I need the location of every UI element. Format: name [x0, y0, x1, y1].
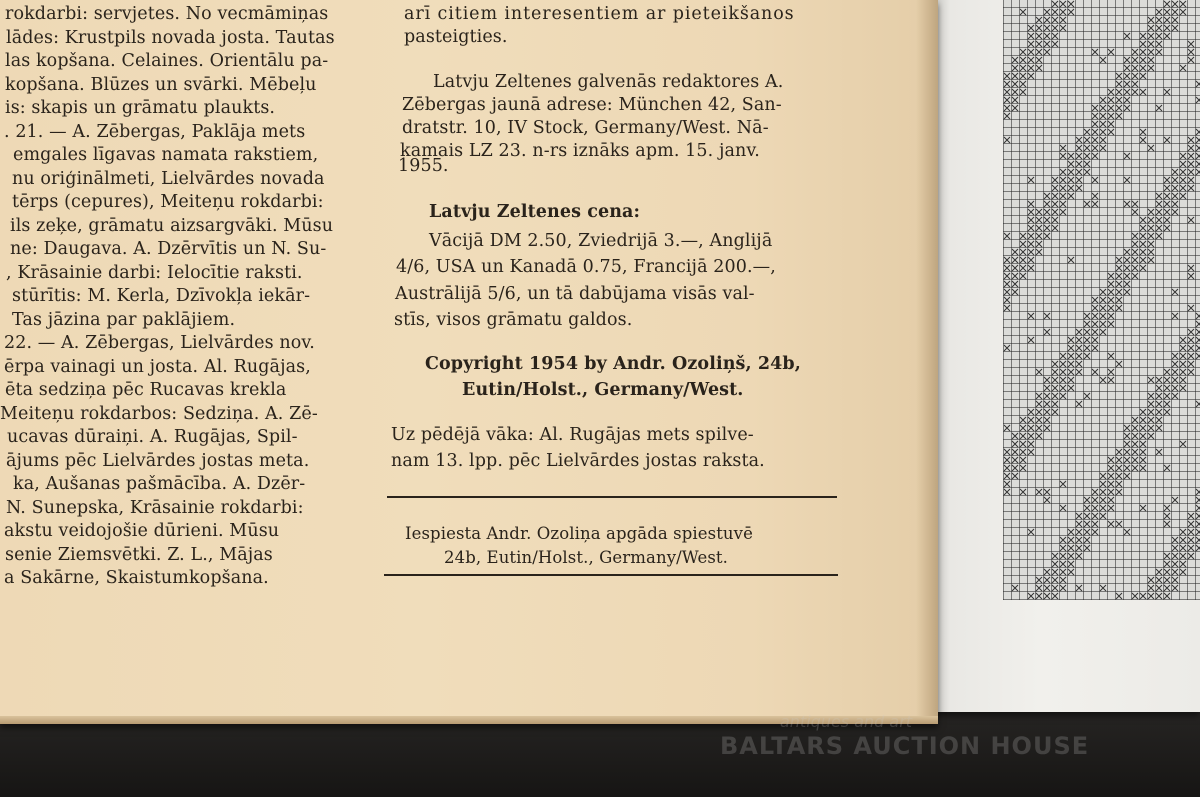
page-gutter-shadow	[916, 0, 938, 724]
left-column-line: ucavas dūraiņi. A. Rugājas, Spil-	[7, 427, 298, 447]
address-line: 1955.	[398, 156, 449, 176]
left-column-line: , Krāsainie darbi: Ielocītie raksti.	[6, 262, 303, 283]
intro-line: pasteigties.	[404, 27, 508, 47]
left-column-line: 22. — A. Zēbergas, Lielvārdes nov.	[4, 333, 315, 353]
printer-line: 24b, Eutin/Holst., Germany/West.	[444, 548, 728, 567]
cross-stitch-pattern	[1003, 0, 1200, 600]
auction-watermark	[720, 712, 1140, 772]
cover-note-line: nam 13. lpp. pēc Lielvārdes jostas raksta.	[391, 451, 765, 471]
cover-note-line: Uz pēdējā vāka: Al. Rugājas mets spilve-	[391, 425, 754, 445]
left-column-line: kopšana. Blūzes un svārki. Mēbeļu	[5, 74, 317, 95]
printer-line: Iespiesta Andr. Ozoliņa apgāda spiestuvē	[405, 524, 753, 543]
address-line: kamais LZ 23. n-rs iznāks apm. 15. janv.	[400, 141, 760, 161]
left-column-line: N. Sunepska, Krāsainie rokdarbi:	[6, 497, 304, 518]
intro-line: arī citiem interesentiem ar pieteikšanos	[404, 4, 795, 24]
watermark-tagline: antiques and art	[780, 712, 913, 731]
address-line: dratstr. 10, IV Stock, Germany/West. Nā-	[402, 118, 769, 138]
pattern-crosses	[1003, 0, 1200, 600]
left-column-line: ēta sedziņa pēc Rucavas krekla	[5, 380, 287, 400]
left-column-line: ils zeķe, grāmatu aizsargvāki. Mūsu	[10, 215, 334, 236]
copyright-line: Eutin/Holst., Germany/West.	[462, 380, 744, 400]
address-line: Zēbergas jaunā adrese: München 42, San-	[402, 95, 782, 115]
left-column-line: ne: Daugava. A. Dzērvītis un N. Su-	[10, 239, 327, 259]
address-line: Latvju Zeltenes galvenās redaktores A.	[433, 72, 784, 92]
left-column-line: senie Ziemsvētki. Z. L., Mājas	[5, 544, 273, 565]
price-heading: Latvju Zeltenes cena:	[429, 202, 641, 222]
left-column-line: lādes: Krustpils novada josta. Tautas	[6, 27, 335, 48]
left-column-line: stūrītis: M. Kerla, Dzīvokļa iekār-	[12, 286, 311, 306]
left-column-line: Tas jāzina par paklājiem.	[12, 309, 236, 330]
left-column-line: a Sakārne, Skaistumkopšana.	[4, 568, 269, 588]
price-line: Vācijā DM 2.50, Zviedrijā 3.—, Anglijā	[429, 231, 773, 251]
left-column-line: nu oriģinālmeti, Lielvārdes novada	[12, 168, 325, 189]
left-column-line: . 21. — A. Zēbergas, Paklāja mets	[4, 121, 306, 142]
watermark-name: BALTARS AUCTION HOUSE	[720, 732, 1090, 760]
left-column-line: las kopšana. Celaines. Orientālu pa-	[5, 51, 329, 71]
left-column-line: akstu veidojošie dūrieni. Mūsu	[4, 521, 280, 541]
price-line: Austrālijā 5/6, un tā dabūjama visās val-	[395, 284, 755, 304]
left-column-line: tērps (cepures), Meiteņu rokdarbi:	[12, 192, 324, 212]
price-line: 4/6, USA un Kanadā 0.75, Francijā 200.—,	[396, 257, 776, 277]
left-column-line: ērpa vainagi un josta. Al. Rugājas,	[4, 356, 311, 377]
left-column-line: rokdarbi: servjetes. No vecmāmiņas	[5, 4, 329, 24]
divider-rule-bottom	[384, 574, 838, 576]
divider-rule-top	[387, 496, 837, 498]
price-line: stīs, visos grāmatu galdos.	[394, 310, 633, 330]
left-column-line: is: skapis un grāmatu plaukts.	[5, 98, 276, 118]
left-column-line: ka, Aušanas pašmācība. A. Dzēr-	[13, 474, 306, 494]
left-column-line: emgales līgavas namata rakstiem,	[13, 145, 319, 165]
left-column-line: Meiteņu rokdarbos: Sedziņa. A. Zē-	[0, 403, 318, 424]
left-column-line: ājums pēc Lielvārdes jostas meta.	[6, 450, 310, 471]
copyright-line: Copyright 1954 by Andr. Ozoliņš, 24b,	[425, 354, 801, 374]
